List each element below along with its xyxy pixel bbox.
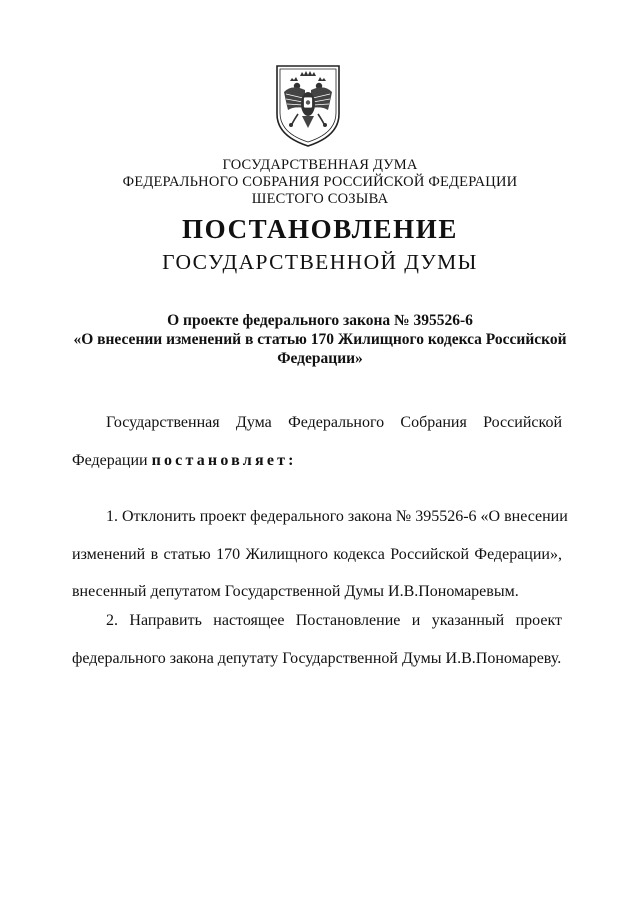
decree-verb: постановляет: <box>151 452 297 469</box>
paragraph-2-line-1: 2. Направить настоящее Постановление и указанный проект <box>106 612 562 629</box>
header-line-duma: ГОСУДАРСТВЕННАЯ ДУМА <box>222 157 418 173</box>
paragraph-1-line-1: 1. Отклонить проект федерального закона № 395526-6 «О внесении <box>106 508 568 525</box>
subject-line-1: О проекте федерального закона № 395526-6 <box>167 312 473 329</box>
coat-of-arms-icon <box>274 62 342 148</box>
document-title: ПОСТАНОВЛЕНИЕ <box>182 214 458 244</box>
intro-federation-word: Федерации <box>72 452 148 469</box>
document-subtitle: ГОСУДАРСТВЕННОЙ ДУМЫ <box>162 250 478 274</box>
subject-line-3: Федерации» <box>277 350 363 367</box>
issuer-header <box>0 157 640 208</box>
paragraph-1-line-3: внесенный депутатом Государственной Думы И.В.Пономаревым. <box>72 583 519 600</box>
paragraph-1-line-2: изменений в статью 170 Жилищного кодекса Российской Федерации», <box>72 546 562 563</box>
intro-line-1: Государственная Дума Федерального Собрания Российской <box>106 414 562 431</box>
subject-line-2: «О внесении изменений в статью 170 Жилищного кодекса Российской <box>73 331 567 348</box>
header-line-federal-assembly: ФЕДЕРАЛЬНОГО СОБРАНИЯ РОССИЙСКОЙ ФЕДЕРАЦИИ <box>122 174 518 190</box>
header-line-convocation: ШЕСТОГО СОЗЫВА <box>251 191 389 207</box>
paragraph-2-line-2: федерального закона депутату Государственной Думы И.В.Пономареву. <box>72 650 562 667</box>
decree-subject <box>60 311 580 368</box>
intro-line-2 <box>72 452 562 470</box>
